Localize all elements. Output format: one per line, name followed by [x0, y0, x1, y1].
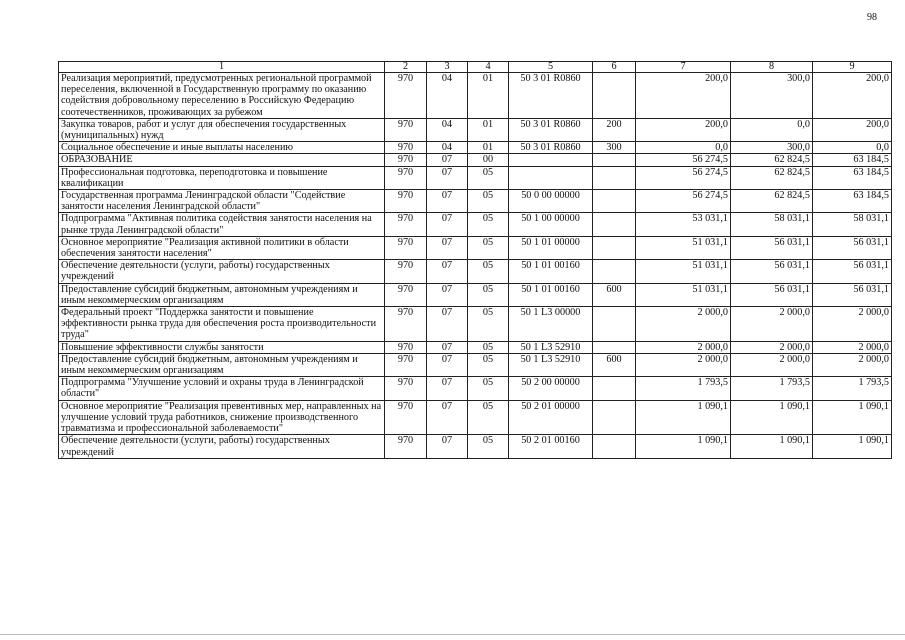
cell-name: Подпрограмма "Улучшение условий и охраны труда в Ленинградской области": [59, 377, 385, 400]
cell-amount-col8: 56 031,1: [731, 236, 813, 259]
cell-ministry-code: 970: [385, 236, 427, 259]
cell-amount-col9: 1 090,1: [813, 400, 892, 435]
cell-name: Реализация мероприятий, предусмотренных региональной программой переселения, включенной в Государственную программу по оказанию содействия добровольному переселению в Российскую Федерацию соотечественников, проживающих за рубежом: [59, 73, 385, 119]
cell-amount-col9: 2 000,0: [813, 341, 892, 353]
cell-section: 07: [427, 154, 468, 166]
cell-ministry-code: 970: [385, 353, 427, 376]
cell-expense-type: 300: [593, 142, 636, 154]
cell-subsection: 00: [468, 154, 509, 166]
cell-amount-col8: 1 090,1: [731, 435, 813, 458]
table-row: [59, 236, 892, 259]
cell-ministry-code: 970: [385, 377, 427, 400]
cell-target-article: 50 3 01 R0860: [509, 118, 593, 141]
cell-ministry-code: 970: [385, 154, 427, 166]
cell-section: 07: [427, 400, 468, 435]
cell-amount-col9: 0,0: [813, 142, 892, 154]
cell-section: 07: [427, 435, 468, 458]
cell-name: ОБРАЗОВАНИЕ: [59, 154, 385, 166]
cell-target-article: [509, 154, 593, 166]
cell-ministry-code: 970: [385, 190, 427, 213]
cell-subsection: 05: [468, 353, 509, 376]
cell-expense-type: [593, 435, 636, 458]
cell-section: 07: [427, 213, 468, 236]
cell-ministry-code: 970: [385, 341, 427, 353]
cell-ministry-code: 970: [385, 213, 427, 236]
cell-target-article: 50 3 01 R0860: [509, 142, 593, 154]
cell-section: 07: [427, 260, 468, 283]
cell-amount-col9: 58 031,1: [813, 213, 892, 236]
cell-subsection: 01: [468, 118, 509, 141]
cell-section: 07: [427, 236, 468, 259]
cell-section: 07: [427, 190, 468, 213]
table-row: [59, 154, 892, 166]
cell-amount-col7: 56 274,5: [636, 166, 731, 189]
cell-target-article: 50 2 01 00160: [509, 435, 593, 458]
cell-expense-type: [593, 166, 636, 189]
column-header-6: 6: [593, 62, 636, 73]
cell-amount-col8: 1 793,5: [731, 377, 813, 400]
cell-section: 04: [427, 142, 468, 154]
cell-ministry-code: 970: [385, 435, 427, 458]
cell-expense-type: 600: [593, 283, 636, 306]
page-edge-rule: [0, 634, 905, 635]
cell-expense-type: [593, 400, 636, 435]
table-row: [59, 118, 892, 141]
cell-ministry-code: 970: [385, 73, 427, 119]
cell-ministry-code: 970: [385, 260, 427, 283]
cell-amount-col7: 56 274,5: [636, 190, 731, 213]
table-row: [59, 400, 892, 435]
cell-name: Предоставление субсидий бюджетным, автономным учреждениям и иным некоммерческим организациям: [59, 283, 385, 306]
cell-amount-col8: 300,0: [731, 73, 813, 119]
cell-amount-col7: 2 000,0: [636, 353, 731, 376]
cell-expense-type: 600: [593, 353, 636, 376]
cell-name: Профессиональная подготовка, переподготовка и повышение квалификации: [59, 166, 385, 189]
column-header-9: 9: [813, 62, 892, 73]
cell-section: 07: [427, 166, 468, 189]
cell-name: Основное мероприятие "Реализация активной политики в области обеспечения занятости населения": [59, 236, 385, 259]
cell-amount-col7: 200,0: [636, 73, 731, 119]
cell-ministry-code: 970: [385, 118, 427, 141]
cell-target-article: 50 1 01 00000: [509, 236, 593, 259]
cell-amount-col9: 63 184,5: [813, 190, 892, 213]
cell-ministry-code: 970: [385, 283, 427, 306]
cell-amount-col9: 56 031,1: [813, 260, 892, 283]
cell-expense-type: [593, 307, 636, 342]
cell-target-article: 50 1 L3 00000: [509, 307, 593, 342]
cell-target-article: 50 1 L3 52910: [509, 353, 593, 376]
cell-name: Основное мероприятие "Реализация превентивных мер, направленных на улучшение условий труда работников, снижение производственного травматизма и профессиональной заболеваемости": [59, 400, 385, 435]
cell-amount-col7: 56 274,5: [636, 154, 731, 166]
cell-section: 07: [427, 307, 468, 342]
cell-amount-col8: 62 824,5: [731, 154, 813, 166]
cell-target-article: 50 2 00 00000: [509, 377, 593, 400]
cell-amount-col7: 51 031,1: [636, 236, 731, 259]
cell-amount-col7: 2 000,0: [636, 307, 731, 342]
column-header-3: 3: [427, 62, 468, 73]
cell-section: 04: [427, 118, 468, 141]
cell-section: 07: [427, 353, 468, 376]
cell-amount-col8: 2 000,0: [731, 307, 813, 342]
table-body: [59, 73, 892, 459]
cell-amount-col9: 200,0: [813, 73, 892, 119]
header-row: [59, 62, 892, 73]
cell-section: 07: [427, 377, 468, 400]
cell-ministry-code: 970: [385, 166, 427, 189]
cell-amount-col7: 53 031,1: [636, 213, 731, 236]
cell-subsection: 05: [468, 377, 509, 400]
cell-amount-col8: 62 824,5: [731, 190, 813, 213]
cell-amount-col9: 63 184,5: [813, 166, 892, 189]
column-header-7: 7: [636, 62, 731, 73]
cell-target-article: 50 1 01 00160: [509, 283, 593, 306]
cell-amount-col9: 2 000,0: [813, 353, 892, 376]
cell-amount-col8: 2 000,0: [731, 341, 813, 353]
cell-amount-col9: 200,0: [813, 118, 892, 141]
table-row: [59, 353, 892, 376]
cell-ministry-code: 970: [385, 307, 427, 342]
cell-amount-col9: 56 031,1: [813, 283, 892, 306]
cell-amount-col7: 0,0: [636, 142, 731, 154]
cell-subsection: 05: [468, 283, 509, 306]
cell-name: Федеральный проект "Поддержка занятости и повышение эффективности рынка труда для обеспечения роста производительности труда": [59, 307, 385, 342]
cell-amount-col7: 1 090,1: [636, 400, 731, 435]
cell-target-article: 50 1 01 00160: [509, 260, 593, 283]
cell-expense-type: [593, 236, 636, 259]
cell-amount-col7: 1 090,1: [636, 435, 731, 458]
cell-amount-col7: 200,0: [636, 118, 731, 141]
cell-section: 07: [427, 283, 468, 306]
cell-ministry-code: 970: [385, 400, 427, 435]
cell-subsection: 05: [468, 400, 509, 435]
cell-subsection: 05: [468, 166, 509, 189]
column-header-2: 2: [385, 62, 427, 73]
cell-target-article: 50 3 01 R0860: [509, 73, 593, 119]
cell-name: Предоставление субсидий бюджетным, автономным учреждениям и иным некоммерческим организациям: [59, 353, 385, 376]
cell-amount-col9: 1 090,1: [813, 435, 892, 458]
cell-amount-col9: 2 000,0: [813, 307, 892, 342]
cell-target-article: [509, 166, 593, 189]
table-row: [59, 307, 892, 342]
cell-amount-col7: 51 031,1: [636, 260, 731, 283]
cell-expense-type: [593, 341, 636, 353]
cell-subsection: 05: [468, 190, 509, 213]
cell-amount-col8: 2 000,0: [731, 353, 813, 376]
cell-expense-type: [593, 73, 636, 119]
column-header-5: 5: [509, 62, 593, 73]
table-row: [59, 283, 892, 306]
cell-expense-type: [593, 260, 636, 283]
table-row: [59, 377, 892, 400]
column-header-8: 8: [731, 62, 813, 73]
cell-expense-type: [593, 213, 636, 236]
cell-subsection: 05: [468, 213, 509, 236]
cell-name: Закупка товаров, работ и услуг для обеспечения государственных (муниципальных) нужд: [59, 118, 385, 141]
cell-amount-col9: 56 031,1: [813, 236, 892, 259]
cell-amount-col7: 51 031,1: [636, 283, 731, 306]
table-row: [59, 260, 892, 283]
cell-ministry-code: 970: [385, 142, 427, 154]
cell-subsection: 01: [468, 73, 509, 119]
table-row: [59, 73, 892, 119]
cell-target-article: 50 0 00 00000: [509, 190, 593, 213]
cell-subsection: 05: [468, 307, 509, 342]
table-row: [59, 435, 892, 458]
cell-amount-col8: 0,0: [731, 118, 813, 141]
budget-table: [58, 61, 892, 459]
cell-expense-type: 200: [593, 118, 636, 141]
cell-amount-col8: 300,0: [731, 142, 813, 154]
cell-subsection: 05: [468, 341, 509, 353]
cell-target-article: 50 2 01 00000: [509, 400, 593, 435]
cell-name: Повышение эффективности службы занятости: [59, 341, 385, 353]
table-row: [59, 166, 892, 189]
cell-name: Обеспечение деятельности (услуги, работы) государственных учреждений: [59, 435, 385, 458]
column-header-4: 4: [468, 62, 509, 73]
cell-subsection: 05: [468, 236, 509, 259]
cell-subsection: 05: [468, 435, 509, 458]
table-row: [59, 213, 892, 236]
cell-amount-col7: 1 793,5: [636, 377, 731, 400]
cell-amount-col8: 62 824,5: [731, 166, 813, 189]
cell-subsection: 01: [468, 142, 509, 154]
cell-amount-col9: 63 184,5: [813, 154, 892, 166]
table-row: [59, 341, 892, 353]
table-row: [59, 190, 892, 213]
cell-target-article: 50 1 00 00000: [509, 213, 593, 236]
cell-amount-col8: 56 031,1: [731, 283, 813, 306]
cell-expense-type: [593, 377, 636, 400]
cell-target-article: 50 1 L3 52910: [509, 341, 593, 353]
cell-name: Подпрограмма "Активная политика содействия занятости населения на рынке труда Ленинградской области": [59, 213, 385, 236]
cell-amount-col7: 2 000,0: [636, 341, 731, 353]
cell-name: Государственная программа Ленинградской области "Содействие занятости населения Ленинградской области": [59, 190, 385, 213]
cell-subsection: 05: [468, 260, 509, 283]
cell-name: Обеспечение деятельности (услуги, работы) государственных учреждений: [59, 260, 385, 283]
cell-expense-type: [593, 190, 636, 213]
cell-section: 07: [427, 341, 468, 353]
cell-amount-col8: 56 031,1: [731, 260, 813, 283]
page-number: 98: [867, 12, 877, 23]
cell-expense-type: [593, 154, 636, 166]
cell-amount-col8: 1 090,1: [731, 400, 813, 435]
cell-amount-col8: 58 031,1: [731, 213, 813, 236]
cell-amount-col9: 1 793,5: [813, 377, 892, 400]
column-header-1: 1: [59, 62, 385, 73]
cell-name: Социальное обеспечение и иные выплаты населению: [59, 142, 385, 154]
table-row: [59, 142, 892, 154]
cell-section: 04: [427, 73, 468, 119]
